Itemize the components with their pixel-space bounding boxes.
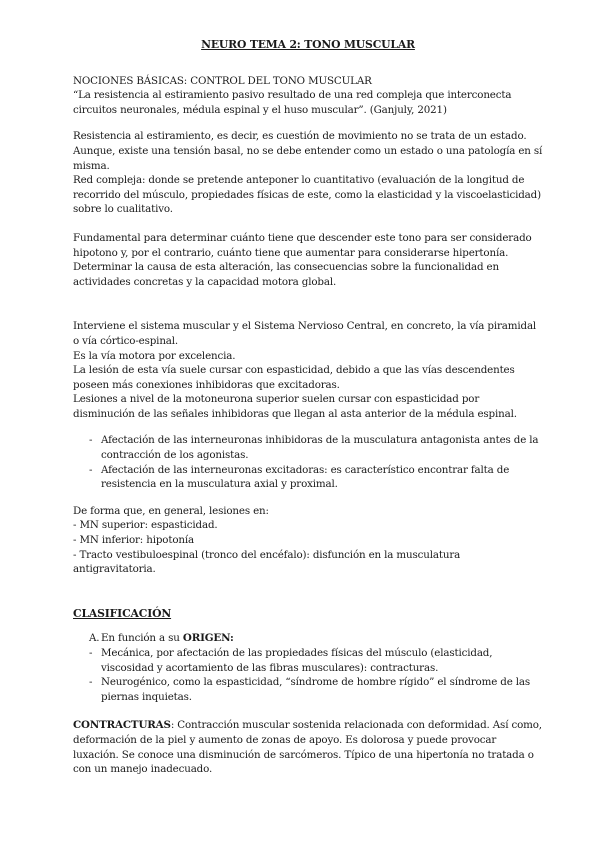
paragraph-lesion-via: La lesión de esta vía suele cursar con espasticidad, debido a que las vías descendentes poseen más conexiones inhibidoras que excitadoras. — [73, 364, 515, 391]
item-a-prefix: En función a su — [101, 632, 183, 645]
list-item: - Neurogénico, como la espasticidad, “síndrome de hombre rígido” el síndrome de las piernas inquietas. — [73, 675, 543, 704]
document-body — [73, 38, 543, 777]
paragraph-resistencia: Resistencia al estiramiento, es decir, es cuestión de movimiento no se trata de un estado. Aunque, existe una tensión basal, no se debe entender como un estado o una patología en sí misma. — [73, 130, 543, 172]
list-item: - Mecánica, por afectación de las propiedades físicas del músculo (elasticidad, viscosidad y acortamiento de las fibras musculares): contracturas. — [73, 646, 543, 675]
paragraph-motoneurona: Lesiones a nivel de la motoneurona superior suelen cursar con espasticidad por disminución de las señales inhibidoras que llegan al asta anterior de la médula espinal. — [73, 393, 517, 420]
contracturas-label: CONTRACTURAS — [73, 719, 171, 732]
classification-item-a — [73, 631, 543, 646]
list-marker-a: A. — [89, 632, 100, 645]
origin-sublist — [73, 646, 543, 704]
paragraph-contracturas — [73, 718, 543, 776]
intro-heading: NOCIONES BÁSICAS: CONTROL DEL TONO MUSCULAR — [73, 74, 372, 87]
lesion-item: - MN inferior: hipotonía — [73, 534, 195, 547]
afectacion-list — [73, 433, 543, 491]
paragraph-interviene: Interviene el sistema muscular y el Sistema Nervioso Central, en concreto, la vía piramidal o vía córtico-espinal. — [73, 320, 537, 347]
intro-quote: “La resistencia al estiramiento pasivo resultado de una red compleja que interconecta circuitos neuronales, médula espinal y el huso muscular”. (Ganjuly, 2021) — [73, 89, 512, 116]
contracturas-text: : Contracción muscular sostenida relacionada con deformidad. Así como, deformación de la piel y aumento de zonas de apoyo. Es dolorosa y puede provocar luxación. Se conoce una disminución de sarcómeros. Típico de una hipertonía no tratada o con un manejo inadecuado. — [73, 719, 542, 776]
paragraph-fundamental: Fundamental para determinar cuánto tiene que descender este tono para ser considerado hipotono y, por el contrario, cuánto tiene que aumentar para considerarse hipertonía. — [73, 231, 532, 259]
list-item: - Afectación de las interneuronas excitadoras: es característico encontrar falta de resistencia en la musculatura axial y proximal. — [73, 463, 543, 492]
section-heading-clasificacion: CLASIFICACIÓN — [73, 606, 172, 620]
lesion-item: - MN superior: espasticidad. — [73, 519, 218, 532]
paragraph-red-compleja: Red compleja: donde se pretende anteponer lo cuantitativo (evaluación de la longitud de recorrido del músculo, propiedades físicas de este, como la elasticidad y la viscoelasticidad) sobre lo cualitativo. — [73, 174, 541, 216]
paragraph-determinar-causa: Determinar la causa de esta alteración, las consecuencias sobre la funcionalidad en actividades concretas y la capacidad motora global. — [73, 261, 499, 288]
item-a-bold: ORIGEN: — [182, 632, 234, 645]
page-title: NEURO TEMA 2: TONO MUSCULAR — [201, 38, 415, 51]
lesion-item: - Tracto vestibuloespinal (tronco del encéfalo): disfunción en la musculatura antigravitatoria. — [73, 548, 461, 576]
lesions-lead: De forma que, en general, lesiones en: — [73, 504, 269, 517]
list-item: - Afectación de las interneuronas inhibidoras de la musculatura antagonista antes de la contracción de los agonistas. — [73, 433, 543, 462]
paragraph-via-motora: Es la vía motora por excelencia. — [73, 349, 236, 362]
